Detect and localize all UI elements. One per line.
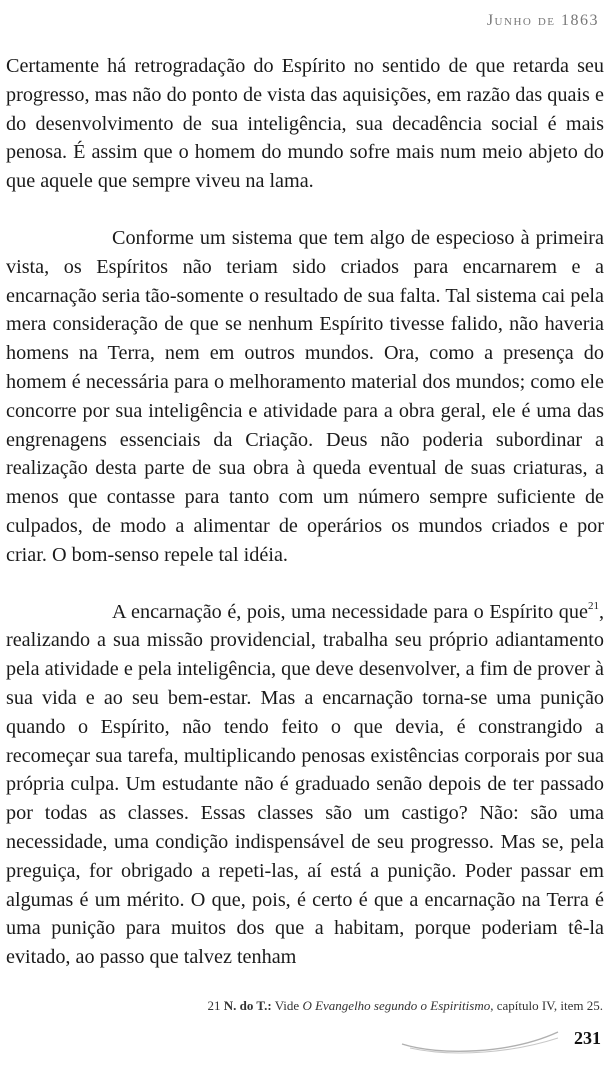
page-number: 231	[574, 1028, 601, 1048]
footnote-reference[interactable]: 21	[587, 599, 599, 612]
footnote-suffix: , capítulo IV, item 25.	[490, 998, 603, 1013]
footnote-prefix: Vide	[274, 998, 300, 1013]
paragraph-1: Certamente há retrogradação do Espírito no sentido de que retarda seu progresso, mas não do ponto de vista das aquisições, em razão das quais e do desenvolvimento de sua inteligência, sua decadência social é mais penosa. É assim que o homem do mundo sofre mais num meio abjeto do que aquele que sempre viveu na lama.	[6, 55, 604, 193]
footnote-book-title: O Evangelho segundo o Espiritismo	[302, 998, 491, 1013]
decorative-swoosh	[400, 1026, 560, 1058]
paragraph-3	[6, 598, 604, 972]
paragraph-3-start: A encarnação é, pois, uma necessidade para o Espírito que	[112, 600, 588, 623]
body-text	[6, 52, 604, 1000]
footnote-number: 21	[207, 998, 221, 1013]
footnote-label: N. do T.:	[223, 998, 272, 1013]
paragraph-2: Conforme um sistema que tem algo de especioso à primeira vista, os Espíritos não teriam sido criados para encarnarem e a encarnação seria tão-somente o resultado de sua falta. Tal sistema cai pela mera consideração de que se nenhum Espírito tivesse falido, não haveria homens na Terra, nem em outros mundos. Ora, como a presença do homem é necessária para o melhoramento material dos mundos; como ele concorre por sua inteligência e atividade para a obra geral, ele é uma das engrenagens essenciais da Criação. Deus não poderia subordinar a realização desta parte de sua obra à queda eventual de suas criaturas, a menos que contasse para tanto com um número sempre suficiente de culpados, de modo a alimentar de operários os mundos criados e por criar. O bom-senso repele tal idéia.	[6, 226, 604, 566]
running-title: Junho de 1863	[486, 12, 599, 29]
paragraph-3-rest: , realizando a sua missão providencial, trabalha seu próprio adiantamento pela atividade e pela inteligência, que deve desenvolver, a fim de prover à sua vida e ao seu bem-estar. Mas a encarnação torna-se uma punição quando o Espírito, não tendo feito o que devia, é constrangido a recomeçar sua tarefa, multiplicando penosas existências corporais por sua própria culpa. Um estudante não é graduado senão depois de ter passado por todas as classes. Essas classes são um castigo? Não: são uma necessidade, uma condição indispensável de seu progresso. Mas se, pela preguiça, for obrigado a repeti-las, aí está a punição. Poder passar em algumas é um mérito. O que, pois, é certo é que a encarnação na Terra é uma punição para muitos dos que a habitam, porque poderiam tê-la evitado, ao passo que talvez tenham	[6, 600, 604, 969]
footnote	[208, 998, 603, 1014]
